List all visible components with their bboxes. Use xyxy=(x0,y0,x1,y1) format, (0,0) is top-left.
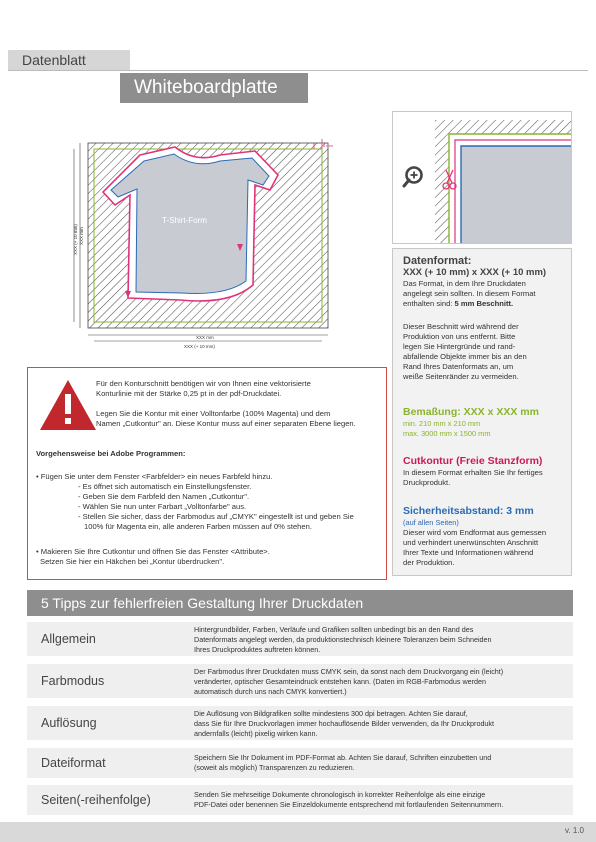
bemassung-min: min. 210 mm x 210 mm xyxy=(403,419,481,428)
page-title: Whiteboardplatte xyxy=(120,73,308,103)
procedure-step-1e: 100% für Magenta ein, alle anderen Farben müssen auf 0% stehen. xyxy=(84,522,312,531)
warning-box xyxy=(27,367,387,580)
beschnitt-text-6: weiße Seitenränder zu vermeiden. xyxy=(403,372,519,381)
safety-text-3: Ihrer Texte und Informationen während xyxy=(403,548,534,557)
safety-text-4: der Produktion. xyxy=(403,558,455,567)
bemassung-title: Bemaßung: XXX x XXX mm xyxy=(403,406,539,418)
safety-text-1: Dieser wird vom Endformat aus gemessen xyxy=(403,528,547,537)
warning-text-1: Für den Konturschnitt benötigen wir von Ihnen eine vektorisierte xyxy=(96,379,311,388)
tip-text-line: PDF-Datei oder benennen Sie Einzeldokumente entsprechend mit fortlaufenden Seitennummern. xyxy=(194,800,504,809)
format-title: Datenformat: xyxy=(403,255,472,267)
procedure-step-1a: - Es öffnet sich automatisch ein Einstellungsfenster. xyxy=(78,482,252,491)
tip-label: Seiten(-reihenfolge) xyxy=(41,793,151,807)
tip-text-line: (soweit als möglich) Transparenzen zu reduzieren. xyxy=(194,763,355,772)
info-column xyxy=(392,248,572,576)
procedure-title: Vorgehensweise bei Adobe Programmen: xyxy=(36,449,186,458)
dim-inner-width: XXX mm xyxy=(196,335,214,340)
beschnitt-text-5: Rand Ihres Datenformats an, um xyxy=(403,362,514,371)
tip-row-farbmodus xyxy=(27,664,573,698)
format-text-3: enthalten sind: 5 mm Beschnitt. xyxy=(403,299,514,308)
cutkontur-title: Cutkontur (Freie Stanzform) xyxy=(403,455,543,467)
format-text-1: Das Format, in dem Ihre Druckdaten xyxy=(403,279,526,288)
beschnitt-text-2: Produktion von uns entfernt. Bitte xyxy=(403,332,516,341)
zoom-detail-box xyxy=(392,111,572,244)
tip-text-line: Hintergrundbilder, Farben, Verläufe und Grafiken sollten unbedingt bis an den Rand des xyxy=(194,625,474,634)
tip-text-line: Ihres Druckproduktes auftreten können. xyxy=(194,645,321,654)
tip-label: Allgemein xyxy=(41,632,96,646)
tip-text-line: Speichern Sie Ihr Dokument im PDF-Format ab. Achten Sie darauf, Schriften einzubetten und xyxy=(194,753,492,762)
safety-subtitle: (auf allen Seiten) xyxy=(403,518,459,527)
format-size: XXX (+ 10 mm) x XXX (+ 10 mm) xyxy=(403,267,547,278)
format-text-2: angelegt sein sollten. In diesem Format xyxy=(403,289,536,298)
dim-outer-height: XXX (+ 10 mm) xyxy=(73,224,78,255)
tip-row-dateiformat xyxy=(27,748,573,778)
technical-drawing xyxy=(70,135,370,357)
beschnitt-text-3: legen Sie Hintergründe und rand- xyxy=(403,342,516,351)
dim-outer-width: XXX (+ 10 mm) xyxy=(184,344,215,349)
beschnitt-text-1: Dieser Beschnitt wird während der xyxy=(403,322,519,331)
tip-text-line: Senden Sie mehrseitige Dokumente chronologisch in korrekter Reihenfolge als eine einzige xyxy=(194,790,486,799)
tips-heading: 5 Tipps zur fehlerfreien Gestaltung Ihrer Druckdaten xyxy=(27,590,573,616)
tip-row-aufloesung xyxy=(27,706,573,740)
tip-text-line: veränderter, optischer Gesamteindruck entstehen kann. (Daten im RGB-Farbmodus werden xyxy=(194,677,487,686)
procedure-step-2: • Makieren Sie Ihre Cutkontur und öffnen Sie das Fenster <Attribute>. xyxy=(36,547,270,556)
procedure-step-1c: - Wählen Sie nun unter Farbart „Volltonfarbe" aus. xyxy=(78,502,247,511)
tshirt-template-diagram xyxy=(70,135,370,357)
zoom-detail xyxy=(393,112,571,243)
version-label: v. 1.0 xyxy=(565,826,584,835)
tip-row-allgemein xyxy=(27,622,573,656)
warning-text-4: Namen „Cutkontur" an. Diese Kontur muss auf einer separaten Ebene liegen. xyxy=(96,419,356,428)
tip-label: Auflösung xyxy=(41,716,97,730)
tip-text-line: Die Auflösung von Bildgrafiken sollte mindestens 300 dpi betragen. Achten Sie darauf, xyxy=(194,709,468,718)
warning-icon xyxy=(38,378,98,432)
tip-label: Dateiformat xyxy=(41,756,106,770)
cutkontur-text-2: Druckprodukt. xyxy=(403,478,451,487)
tip-text-line: Datenformats angelegt werden, da produktionstechnisch kleinere Toleranzen beim Schneiden xyxy=(194,635,492,644)
tip-text-line: andernfalls (leicht) pixelig wirken kann. xyxy=(194,729,318,738)
tip-text-line: dass Sie für Ihre Druckvorlagen immer hochauflösende Bilder verwenden, da Ihr Druckprodukt xyxy=(194,719,495,728)
header-divider xyxy=(8,70,588,71)
procedure-step-1d: - Stellen Sie sicher, dass der Farbmodus auf „CMYK" eingestellt ist und geben Sie xyxy=(78,512,354,521)
footer-bar xyxy=(0,822,596,842)
tip-label: Farbmodus xyxy=(41,674,105,688)
beschnitt-text-4: abfallende Objekte immer bis an den xyxy=(403,352,527,361)
procedure-step-1b: - Geben Sie dem Farbfeld den Namen „Cutkontur". xyxy=(78,492,250,501)
warning-text-3: Legen Sie die Kontur mit einer Volltonfarbe (100% Magenta) und dem xyxy=(96,409,331,418)
tip-text-line: Der Farbmodus Ihrer Druckdaten muss CMYK sein, da sonst nach dem Druckvorgang ein (leicht) xyxy=(194,667,504,676)
safety-title: Sicherheitsabstand: 3 mm xyxy=(403,505,534,517)
safety-text-2: und verhindert unerwünschten Anschnitt xyxy=(403,538,539,547)
procedure-step-1: • Fügen Sie unter dem Fenster <Farbfelder> ein neues Farbfeld hinzu. xyxy=(36,472,273,481)
bemassung-max: max. 3000 mm x 1500 mm xyxy=(403,429,491,438)
shirt-label: T-Shirt-Form xyxy=(162,216,207,225)
warning-text-2: Konturlinie mit der Stärke 0,25 pt in der pdf-Druckdatei. xyxy=(96,389,282,398)
cutkontur-text-1: In diesem Format erhalten Sie Ihr fertiges xyxy=(403,468,543,477)
tip-text-line: automatisch durch uns nach CMYK konvertiert.) xyxy=(194,687,347,696)
procedure-step-2a: Setzen Sie hier ein Häkchen bei „Kontur überdrucken". xyxy=(40,557,225,566)
datenblatt-tab: Datenblatt xyxy=(8,50,130,70)
tip-row-seitenreihenfolge xyxy=(27,785,573,815)
magnifier-icon xyxy=(404,168,422,187)
dim-small-label: 5 mm xyxy=(323,143,333,148)
dim-inner-height: XXX mm xyxy=(79,227,84,245)
